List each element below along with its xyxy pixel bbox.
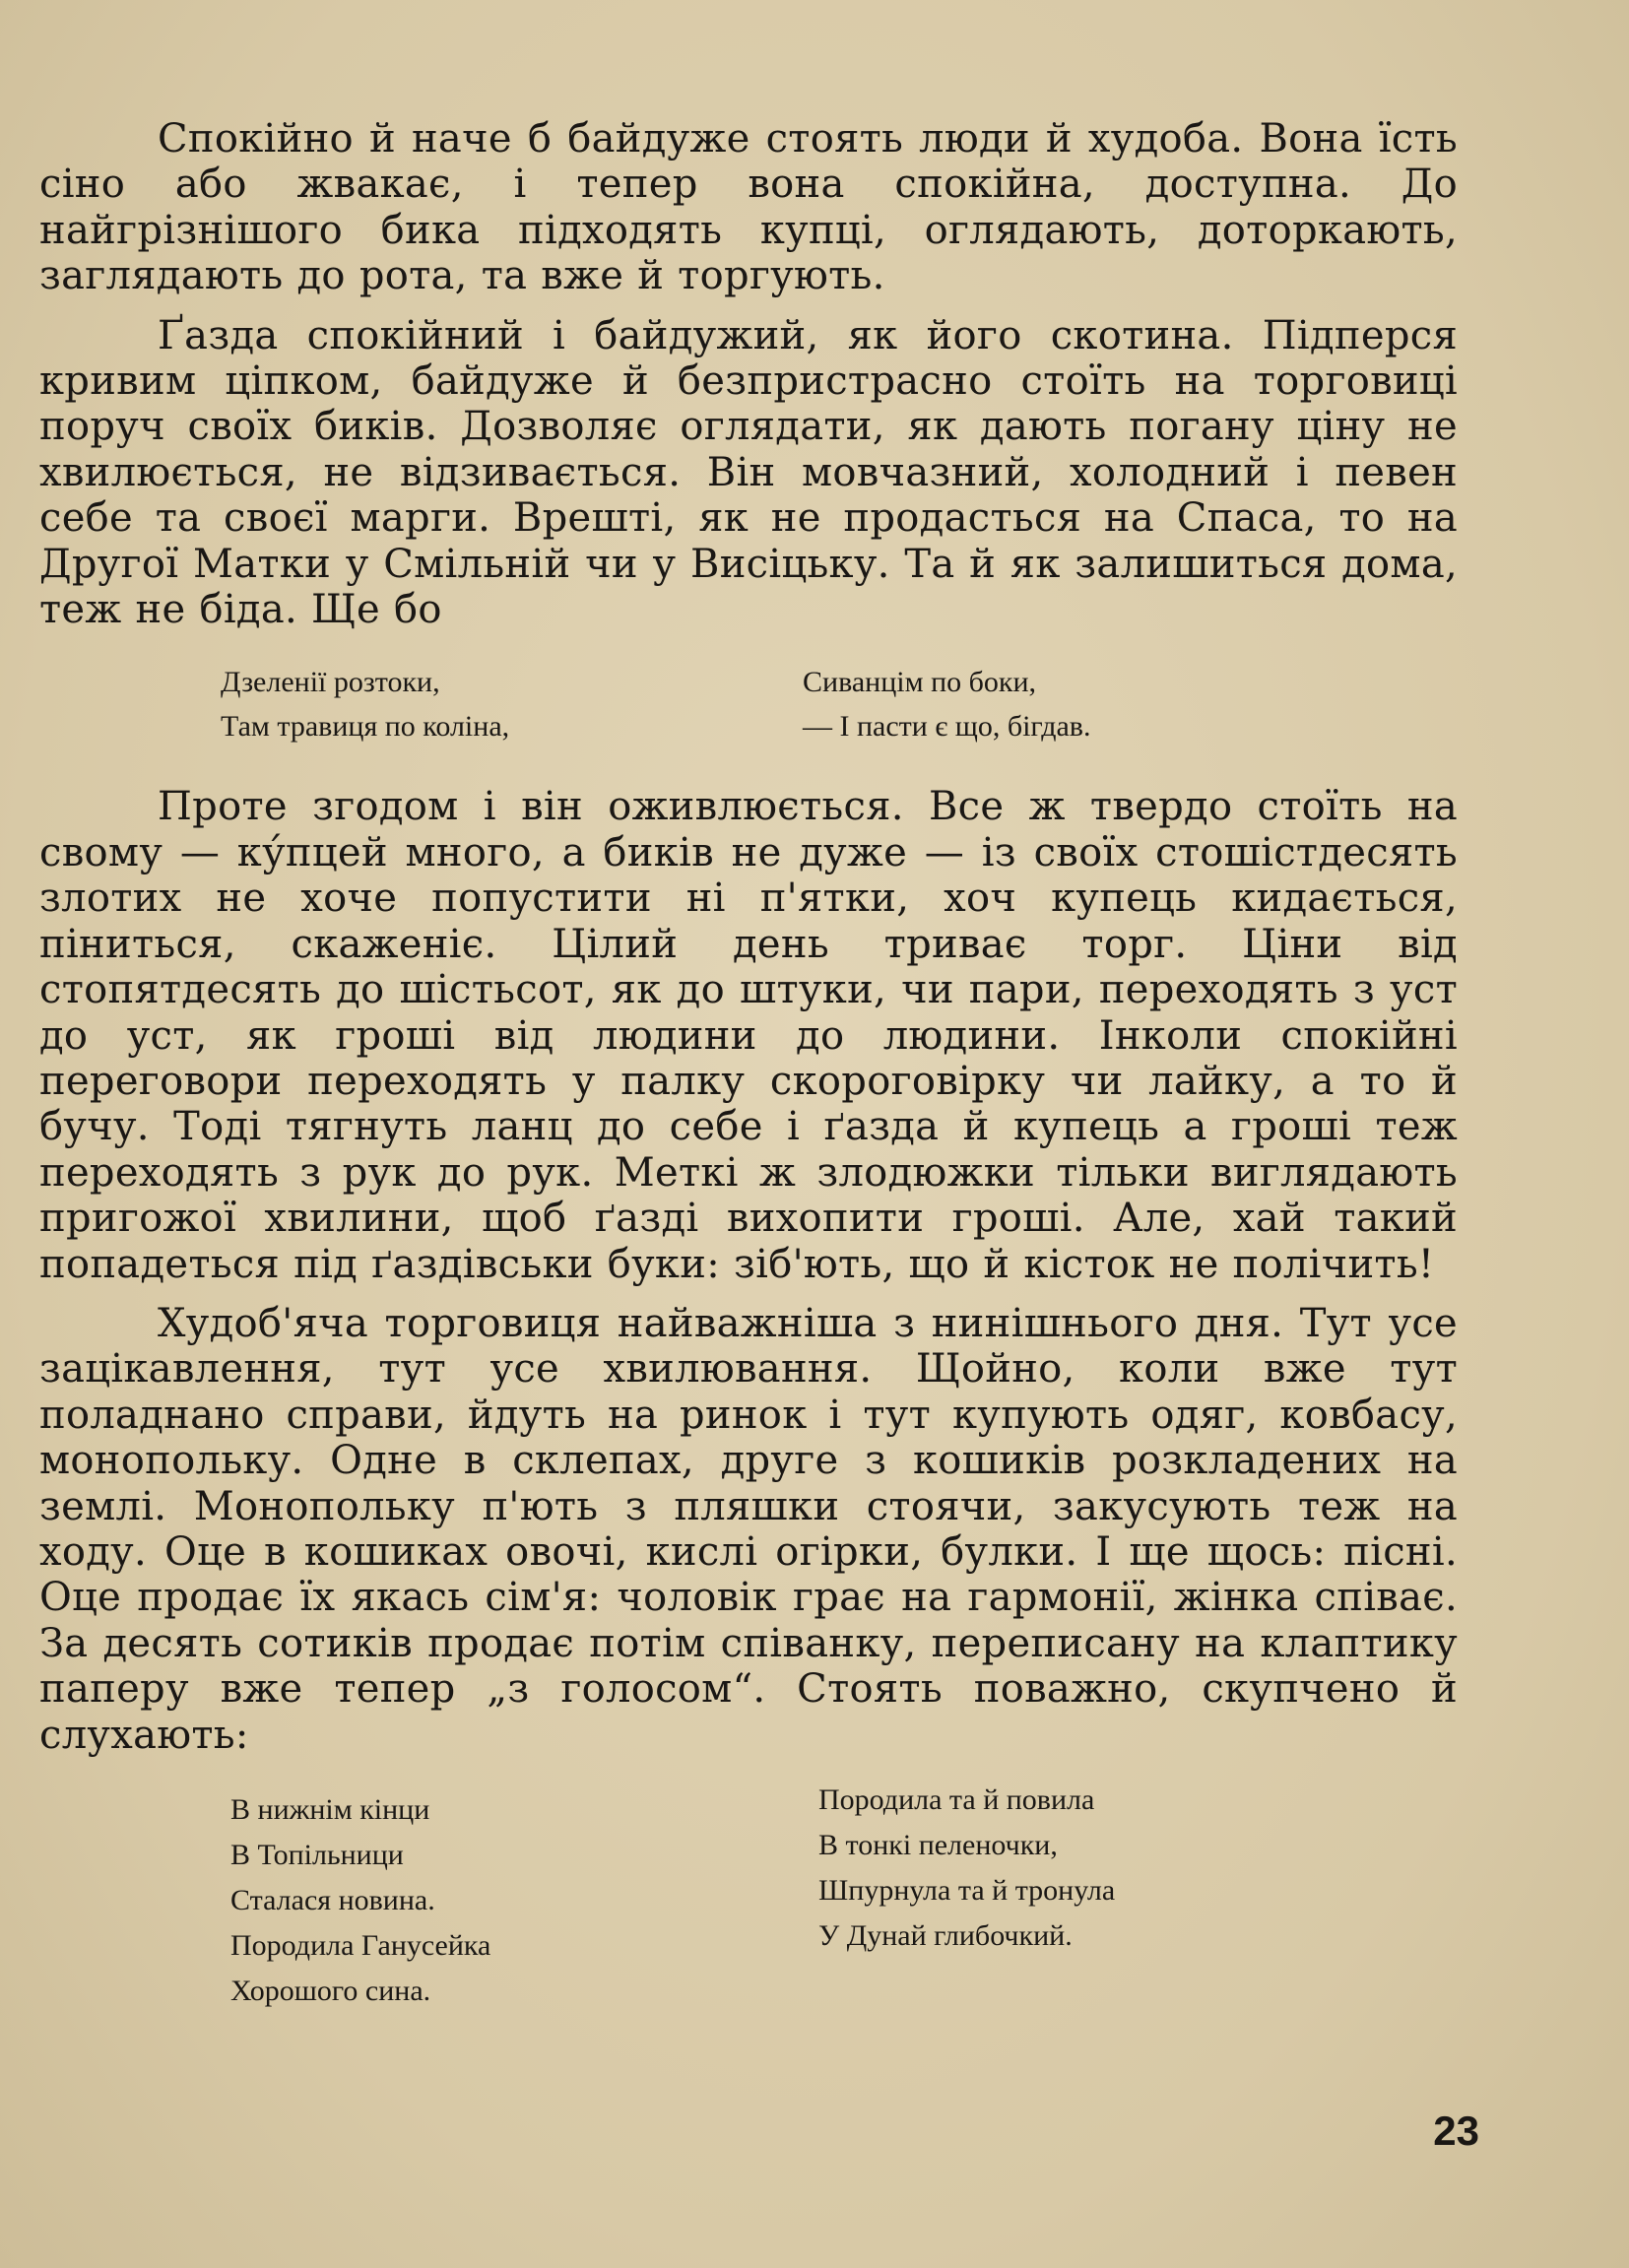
verse-line: Хорошого сина. <box>230 1975 431 2007</box>
verse-line: Там травиця по коліна, <box>221 710 510 744</box>
verse-line: У Дунай глибочкий. <box>818 1919 1073 1952</box>
verse-line: Дзеленії розтоки, <box>221 666 440 699</box>
verse-line: Породила Ганусейка <box>230 1929 491 1962</box>
verse-line: Сталася новина. <box>230 1884 435 1916</box>
verse-line: Сиванцім по боки, <box>803 666 1037 699</box>
verse-line: — І пасти є що, бігдав. <box>803 710 1091 744</box>
verse-line: В тонкі пеленочки, <box>818 1829 1058 1861</box>
page-number: 23 <box>1433 2107 1479 2154</box>
verse-1-right-column <box>803 660 1090 748</box>
paragraph-4: Худоб'яча торговиця найважніша з нинішнього дня. Тут усе зацікавлення, тут усе хвилювання. Щойно, коли вже тут поладнано справи, йдуть на ринок і тут купують одяг, ковбасу, монопольку. Одне в склепах, друге з кошиків розкладених на землі. Монопольку п'ють з пляшки стоячи, закусують теж на ходу. Оце в кошиках овочі, кислі огірки, булки. І ще щось: пісні. Оце продає їх якась сім'я: чоловік грає на гармонії, жінка співає. За десять сотиків продає потім співанку, переписану на клаптику паперу вже тепер „з голосом“. Стоять поважно, скупчено й слухають: <box>39 1300 1458 1758</box>
verse-2-left-column <box>230 1787 490 2014</box>
verse-line: Шпурнула та й тронула <box>818 1874 1116 1907</box>
verse-line: В нижнім кінци <box>230 1793 430 1826</box>
verse-1-left-column <box>221 660 509 748</box>
paragraph-3: Проте згодом і він оживлюється. Все ж твердо стоїть на свому — ку́пцей много, а биків не дуже — із своїх стошістдесять злотих не хоче попустити ні п'ятки, хоч купець кидається, піниться, скаженіє. Цілий день триває торг. Ціни від стопятдесять до шістьсот, як до штуки, чи пари, переходять з уст до уст, як гроші від людини до людини. Інколи спокійні переговори переходять у палку скороговірку чи лайку, а то й бучу. Тоді тягнуть ланц до себе і ґазда й купець а гроші теж переходять з рук до рук. Меткі ж злодюжки тільки виглядають пригожої хвилини, щоб ґазді вихопити гроші. Але, хай такий попадеться під ґаздівськи буки: зіб'ють, що й кісток не полічить! <box>39 784 1458 1287</box>
paragraph-2: Ґазда спокійний і байдужий, як його скотина. Підперся кривим ціпком, байдуже й безпристрасно стоїть на торговиці поруч своїх биків. Дозволяє оглядати, як дають погану ціну не хвилюється, не відзивається. Він мовчазний, холодний і певен себе та своєї марги. Врешті, як не продасться на Спаса, то на Другої Матки у Смільній чи у Висіцьку. Та й як залишиться дома, теж не біда. Ще бо <box>39 312 1458 633</box>
verse-line: Породила та й повила <box>818 1783 1095 1816</box>
verse-line: В Топільници <box>230 1839 404 1871</box>
verse-1 <box>39 660 1458 748</box>
paragraph-1: Спокійно й наче б байдуже стоять люди й худоба. Вона їсть сіно або жвакає, і тепер вона спокійна, доступна. До найгрізнішого бика підходять купці, оглядають, доторкають, заглядають до рота, та вже й торгують. <box>39 116 1458 299</box>
verse-2 <box>39 1783 1458 2024</box>
verse-2-right-column <box>818 1778 1115 1959</box>
page-body <box>39 116 1458 2024</box>
